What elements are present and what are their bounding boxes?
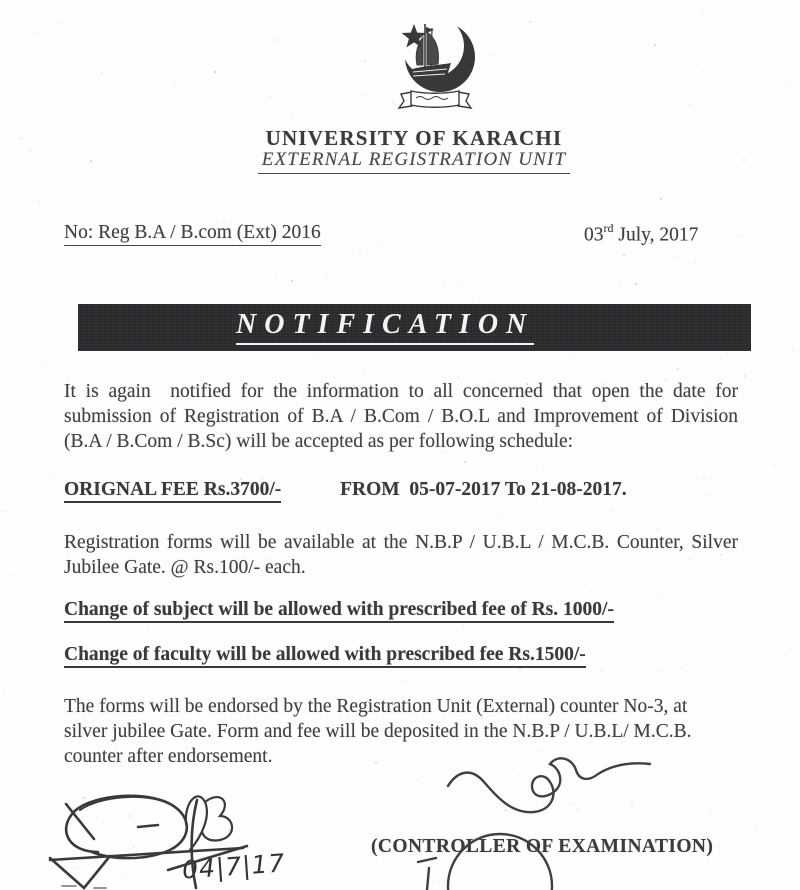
unit-name: EXTERNAL REGISTRATION UNIT [258,149,571,174]
issue-date-ordinal: rd [603,221,614,235]
endorsement-paragraph: The forms will be endorsed by the Registration Unit (External) counter No-3, at silver jubilee Gate. Form and fee will be deposited in the N.B.P / U.B.L/ M.C.B. counter after endorsement. [64,696,692,767]
notification-banner [78,304,751,351]
issue-date [584,222,698,247]
left-signature [50,796,247,888]
change-of-subject-line [64,599,614,621]
notification-title: NOTIFICATION [236,310,534,345]
change-of-faculty-line [64,644,586,666]
issue-date-rest: July, 2017 [613,224,699,246]
stamp-circle-partial [418,834,552,890]
fee-row [64,479,627,501]
university-of-karachi-logo [385,10,485,115]
fee-schedule: FROM 05-07-2017 To 21-08-2017. [340,479,627,500]
change-of-faculty-text: Change of faculty will be allowed with prescribed fee Rs.1500/- [64,644,586,668]
change-of-subject-text: Change of subject will be allowed with prescribed fee of Rs. 1000/- [64,599,614,623]
reference-number-text: No: Reg B.A / B.com (Ext) 2016 [64,222,321,246]
unit-name-row [64,149,764,174]
scroll-icon [399,91,471,108]
right-signature [448,758,650,812]
fee-label: ORIGNAL FEE Rs.3700/- [64,479,281,503]
university-name: UNIVERSITY OF KARACHI [265,126,563,150]
forms-availability-paragraph: Registration forms will be available at the N.B.P / U.B.L / M.C.B. Counter, Silver Jubilee Gate. @ Rs.100/- each. [64,532,738,578]
reference-number [64,222,321,244]
handwritten-date: 04|7|17 [181,848,287,885]
issue-date-day: 03 [584,224,604,246]
signatures-layer [0,740,800,890]
intro-paragraph: It is again notified for the information to all concerned that open the date for submission of Registration of B.A / B.Com / B.O.L and Improvement of Division (B.A / B.Com / B.Sc) will be accepted as per following schedule: [64,381,738,452]
controller-of-examination-title: (CONTROLLER OF EXAMINATION) [371,836,714,857]
